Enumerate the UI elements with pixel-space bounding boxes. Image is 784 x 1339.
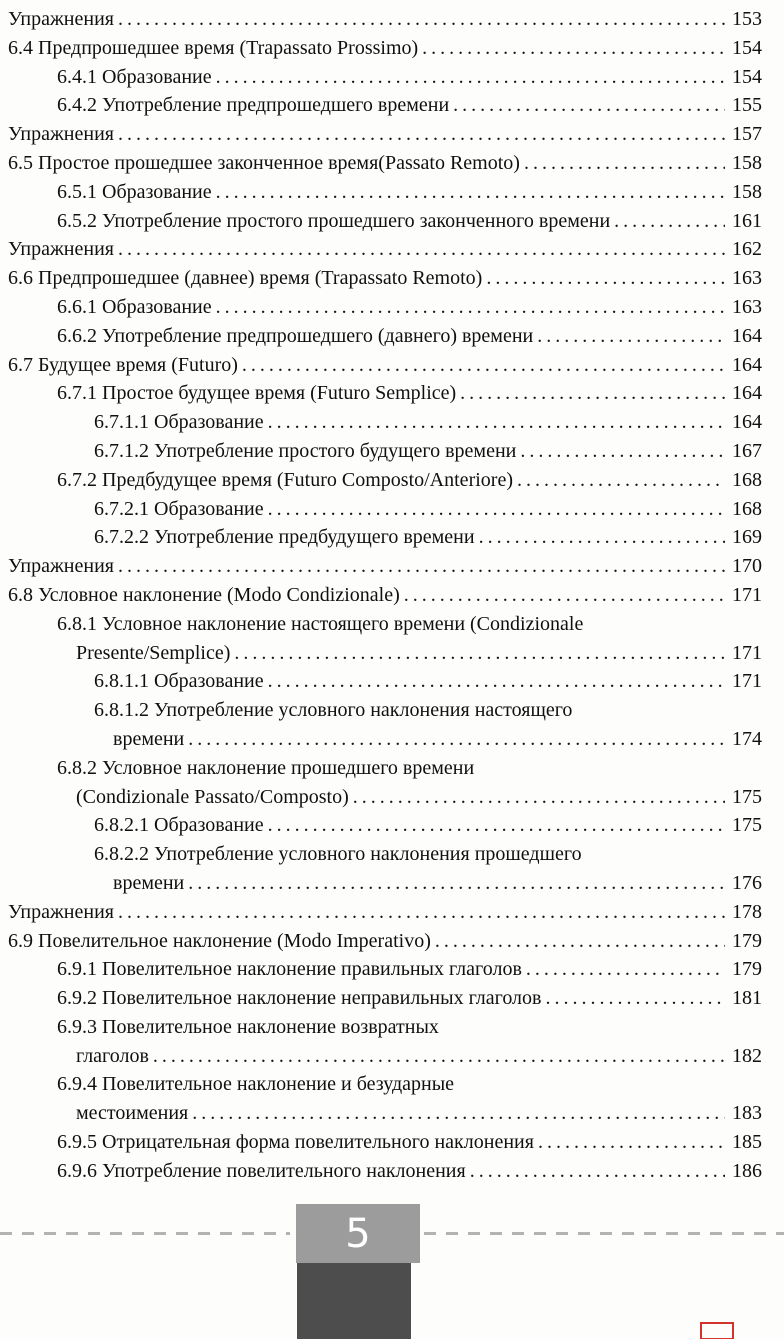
toc-entry <box>8 379 762 408</box>
dot-leader <box>538 1128 725 1157</box>
toc-row <box>8 351 762 380</box>
toc-page-number: 171 <box>732 641 762 664</box>
toc-page-number: 170 <box>732 555 762 578</box>
toc-page-number: 154 <box>732 36 762 59</box>
toc-row <box>57 1013 762 1042</box>
toc-entry <box>8 351 762 380</box>
toc-entry-title: Упражнения <box>8 8 114 30</box>
toc-entry <box>8 955 762 984</box>
toc-entry-title: 6.9 Повелительное наклонение (Modo Imperativo) <box>8 929 431 952</box>
toc-page-number: 158 <box>732 151 762 174</box>
toc-page-number: 168 <box>732 468 762 491</box>
toc-entry <box>8 235 762 264</box>
toc-entry-title: 6.8.1 Условное наклонение настоящего времени (Condizionale <box>57 612 584 635</box>
dot-leader <box>353 783 725 812</box>
toc-entry-title: 6.5.1 Образование <box>57 180 212 203</box>
dot-leader <box>153 1042 725 1071</box>
toc-entry-title: 6.7.1.1 Образование <box>94 411 264 434</box>
toc-row <box>94 696 762 725</box>
toc-row <box>57 178 762 207</box>
toc-row <box>8 927 762 956</box>
toc-row <box>57 610 762 639</box>
toc-row <box>57 955 762 984</box>
toc-row <box>57 207 762 236</box>
toc-page-number: 178 <box>732 900 762 923</box>
toc-page-number: 183 <box>732 1102 762 1125</box>
dot-leader <box>268 408 725 437</box>
toc-entry <box>8 1128 762 1157</box>
dot-leader <box>118 552 725 581</box>
toc-page-number: 171 <box>732 583 762 606</box>
toc-page-number: 171 <box>732 670 762 693</box>
toc-entry <box>8 1157 762 1186</box>
dot-leader <box>268 667 725 696</box>
dot-leader <box>118 120 725 149</box>
toc-row <box>57 293 762 322</box>
toc-page-number: 179 <box>732 929 762 952</box>
toc-page-number: 175 <box>732 814 762 837</box>
toc-entry <box>8 984 762 1013</box>
toc-entry <box>8 581 762 610</box>
toc-entry <box>8 811 762 840</box>
toc-entry <box>8 495 762 524</box>
toc-entry <box>8 322 762 351</box>
toc-row <box>94 869 762 898</box>
toc-row <box>57 322 762 351</box>
toc-page-number: 179 <box>732 958 762 981</box>
page-number-box <box>296 1204 420 1263</box>
toc-entry-title: времени <box>113 871 185 894</box>
toc-entry-title: 6.4.2 Употребление предпрошедшего времени <box>57 94 450 117</box>
toc-row <box>94 437 762 466</box>
toc-entry <box>8 1070 762 1128</box>
toc-entry-title: 6.8.2 Условное наклонение прошедшего времени <box>57 756 475 779</box>
toc-entry-title: (Condizionale Passato/Composto) <box>76 785 349 808</box>
dot-leader <box>268 811 725 840</box>
toc-page-number: 181 <box>732 987 762 1010</box>
toc-row <box>94 408 762 437</box>
toc-entry <box>8 149 762 178</box>
toc-entry-title: 6.9.3 Повелительное наклонение возвратных <box>57 1015 439 1038</box>
toc-row <box>8 149 762 178</box>
toc-entry <box>8 898 762 927</box>
toc-entry-title: Presente/Semplice) <box>76 641 231 664</box>
toc-page-number: 154 <box>732 65 762 88</box>
toc-row <box>94 523 762 552</box>
dot-leader <box>520 437 725 466</box>
toc-entry-title: 6.9.1 Повелительное наклонение правильных глаголов <box>57 958 522 981</box>
toc-entry <box>8 5 762 34</box>
dot-leader <box>517 466 725 495</box>
toc-entry-title: Упражнения <box>8 555 114 578</box>
toc-row <box>8 34 762 63</box>
toc-page-number: 174 <box>732 727 762 750</box>
toc-entry <box>8 408 762 437</box>
toc-entry-title: 6.8.1.2 Употребление условного наклонения настоящего <box>94 699 573 722</box>
toc-row <box>57 466 762 495</box>
toc-entry <box>8 91 762 120</box>
toc-entry <box>8 466 762 495</box>
toc-row <box>57 1128 762 1157</box>
dot-leader <box>524 149 725 178</box>
footer-dark-block <box>297 1263 411 1339</box>
dot-leader <box>486 264 725 293</box>
toc-row <box>57 1157 762 1186</box>
dot-leader <box>118 898 725 927</box>
dot-leader <box>545 984 725 1013</box>
toc-entry <box>8 63 762 92</box>
toc-page-number: 161 <box>732 209 762 232</box>
toc-entry-title: 6.4 Предпрошедшее время (Trapassato Prossimo) <box>8 36 419 59</box>
dot-leader <box>422 34 725 63</box>
toc-entry <box>8 523 762 552</box>
toc-entry-title: 6.9.4 Повелительное наклонение и безударные <box>57 1073 455 1096</box>
dot-leader <box>479 523 725 552</box>
toc-row <box>57 379 762 408</box>
dashed-line-left <box>0 1232 290 1235</box>
toc-entry <box>8 34 762 63</box>
toc-entry-title: 6.6.1 Образование <box>57 295 212 318</box>
dot-leader <box>526 955 725 984</box>
dot-leader <box>216 178 725 207</box>
dot-leader <box>216 293 725 322</box>
dot-leader <box>234 639 725 668</box>
toc-page-number: 163 <box>732 267 762 290</box>
toc-entry-title: 6.7.2 Предбудущее время (Futuro Composto/Anteriore) <box>57 468 513 491</box>
toc-row <box>57 1042 762 1071</box>
toc-entry-title: 6.7.1 Простое будущее время (Futuro Semplice) <box>57 382 457 405</box>
toc-entry <box>8 696 762 754</box>
toc-entry-title: 6.5.2 Употребление простого прошедшего законченного времени <box>57 209 611 232</box>
toc-entry-title: 6.6.2 Употребление предпрошедшего (давнего) времени <box>57 324 534 347</box>
toc-page-number: 164 <box>732 382 762 405</box>
toc-row <box>8 581 762 610</box>
dashed-line-right <box>424 1232 784 1235</box>
toc-entry <box>8 264 762 293</box>
toc-row <box>57 754 762 783</box>
toc-row <box>57 783 762 812</box>
toc-entry <box>8 927 762 956</box>
toc-entry <box>8 1013 762 1071</box>
dot-leader <box>404 581 725 610</box>
dot-leader <box>242 351 725 380</box>
toc-row <box>8 552 762 581</box>
toc-entry-title: глаголов <box>76 1044 149 1067</box>
toc-entry <box>8 178 762 207</box>
toc-page-number: 158 <box>732 180 762 203</box>
toc-page-number: 153 <box>732 8 762 30</box>
dot-leader <box>453 91 725 120</box>
dot-leader <box>614 207 725 236</box>
toc-entry <box>8 293 762 322</box>
dot-leader <box>537 322 725 351</box>
toc-page-number: 167 <box>732 439 762 462</box>
toc-entry-title: Упражнения <box>8 123 114 146</box>
dot-leader <box>192 1099 725 1128</box>
toc-entry-title: 6.7.2.1 Образование <box>94 497 264 520</box>
toc-page-number: 155 <box>732 94 762 117</box>
toc-page-number: 163 <box>732 295 762 318</box>
toc-page-number: 164 <box>732 353 762 376</box>
toc-entry-title: 6.5 Простое прошедшее законченное время(Passato Remoto) <box>8 151 520 174</box>
toc-entry <box>8 667 762 696</box>
toc-entry-title: времени <box>113 727 185 750</box>
toc-entry-title: Упражнения <box>8 238 114 261</box>
toc-page-number: 168 <box>732 497 762 520</box>
dot-leader <box>470 1157 725 1186</box>
toc-entry-title: 6.7 Будущее время (Futuro) <box>8 353 238 376</box>
toc-entry-title: местоимения <box>76 1102 189 1125</box>
toc-row <box>94 725 762 754</box>
toc-page-number: 164 <box>732 324 762 347</box>
dot-leader <box>118 5 725 34</box>
toc-entry <box>8 120 762 149</box>
toc-page-number: 176 <box>732 871 762 894</box>
dot-leader <box>435 927 725 956</box>
dot-leader <box>118 235 725 264</box>
toc-entry <box>8 552 762 581</box>
red-marker <box>700 1322 734 1339</box>
dot-leader <box>268 495 725 524</box>
toc-page-number: 169 <box>732 526 762 549</box>
toc-entry <box>8 840 762 898</box>
page-number: 5 <box>345 1210 371 1257</box>
toc-row <box>94 811 762 840</box>
toc-row <box>57 91 762 120</box>
toc-entry <box>8 754 762 812</box>
toc-entry-title: 6.7.2.2 Употребление предбудущего времени <box>94 526 475 549</box>
toc-entry-title: 6.8 Условное наклонение (Modo Condizionale) <box>8 583 400 606</box>
toc-entry-title: 6.8.2.2 Употребление условного наклонения прошедшего <box>94 843 582 866</box>
toc-entry <box>8 437 762 466</box>
toc-page-number: 157 <box>732 123 762 146</box>
toc-row <box>8 120 762 149</box>
toc-row <box>57 639 762 668</box>
toc-entry-title: 6.8.2.1 Образование <box>94 814 264 837</box>
toc-row <box>94 840 762 869</box>
toc-row <box>94 667 762 696</box>
toc-row <box>8 264 762 293</box>
toc-page-number: 175 <box>732 785 762 808</box>
toc-entry-title: 6.9.5 Отрицательная форма повелительного наклонения <box>57 1131 534 1154</box>
toc-entry-title: 6.7.1.2 Употребление простого будущего времени <box>94 439 517 462</box>
toc-row <box>57 984 762 1013</box>
toc-row <box>57 1070 762 1099</box>
toc-entry-title: 6.9.2 Повелительное наклонение неправильных глаголов <box>57 987 542 1010</box>
toc-entry-title: 6.9.6 Употребление повелительного наклонения <box>57 1159 466 1182</box>
toc-entry-title: 6.6 Предпрошедшее (давнее) время (Trapassato Remoto) <box>8 267 483 290</box>
toc-page-number: 182 <box>732 1044 762 1067</box>
dot-leader <box>216 63 725 92</box>
toc-entry-title: 6.4.1 Образование <box>57 65 212 88</box>
toc-page-number: 186 <box>732 1159 762 1182</box>
dot-leader <box>188 869 725 898</box>
toc-row <box>94 495 762 524</box>
toc-row <box>57 1099 762 1128</box>
toc-row <box>8 898 762 927</box>
toc-row <box>8 5 762 34</box>
toc-row <box>8 235 762 264</box>
toc-page-number: 162 <box>732 238 762 261</box>
dot-leader <box>188 725 725 754</box>
toc-entry-title: 6.8.1.1 Образование <box>94 670 264 693</box>
toc-row <box>57 63 762 92</box>
toc-entry-title: Упражнения <box>8 900 114 923</box>
toc-page-number: 185 <box>732 1131 762 1154</box>
dot-leader <box>460 379 725 408</box>
toc-page-number: 164 <box>732 411 762 434</box>
toc-entry <box>8 207 762 236</box>
toc-entry <box>8 610 762 668</box>
